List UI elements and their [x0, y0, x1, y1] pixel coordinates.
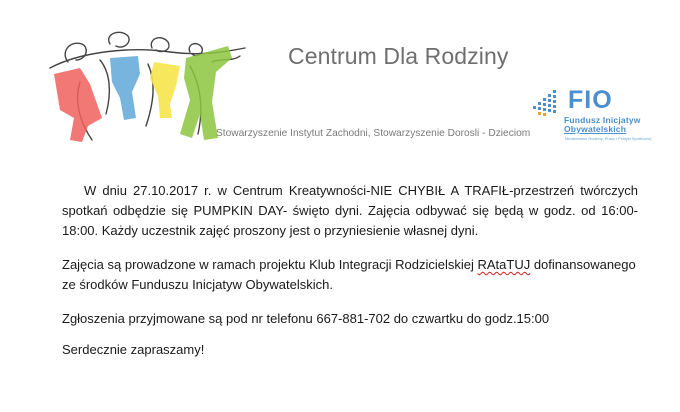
paragraph-1-text: W dniu 27.10.2017 r. w Centrum Kreatywności-NIE CHYBIŁ A TRAFIŁ-przestrzeń twórczych spotkań odbędzie się PUMPKIN DAY- święto dyni. Zajęcia odbywać się będą w godz. od 16:00-18:00. Każdy uczestnik zajęć proszony jest o przyniesienie własnej dyni.	[62, 183, 638, 238]
fio-logo-tagline: Ministerstwo Rodziny, Pracy i Polityki Społecznej	[565, 136, 652, 141]
misspelled-word[interactable]: RAtaTUJ	[477, 257, 531, 272]
family-figures-logo-icon	[40, 22, 250, 144]
fio-logo-line2: Obywatelskich	[564, 124, 627, 134]
org-subtitle: Stowarzyszenie Instytut Zachodni, Stowarzyszenie Dorosli - Dzieciom	[216, 128, 531, 139]
announcement-paragraph-3: Zgłoszenia przyjmowane są pod nr telefonu 667-881-702 do czwartku do godz.15:00	[62, 311, 550, 326]
announcement-paragraph-1	[62, 181, 638, 241]
org-title: Centrum Dla Rodziny	[288, 43, 509, 69]
closing-line: Serdecznie zapraszamy!	[62, 342, 205, 357]
fio-logo-word: FIO	[568, 86, 613, 114]
fio-logo-line1: Fundusz Inicjatyw	[564, 115, 641, 125]
paragraph-2-text-start: Zajęcia są prowadzone w ramach projektu Klub Integracji Rodzicielskiej	[62, 257, 478, 272]
announcement-paragraph-2	[62, 255, 638, 295]
paragraph-2-text-end: dofinansowanego ze środków Funduszu Inicjatyw Obywatelskich.	[62, 257, 636, 292]
